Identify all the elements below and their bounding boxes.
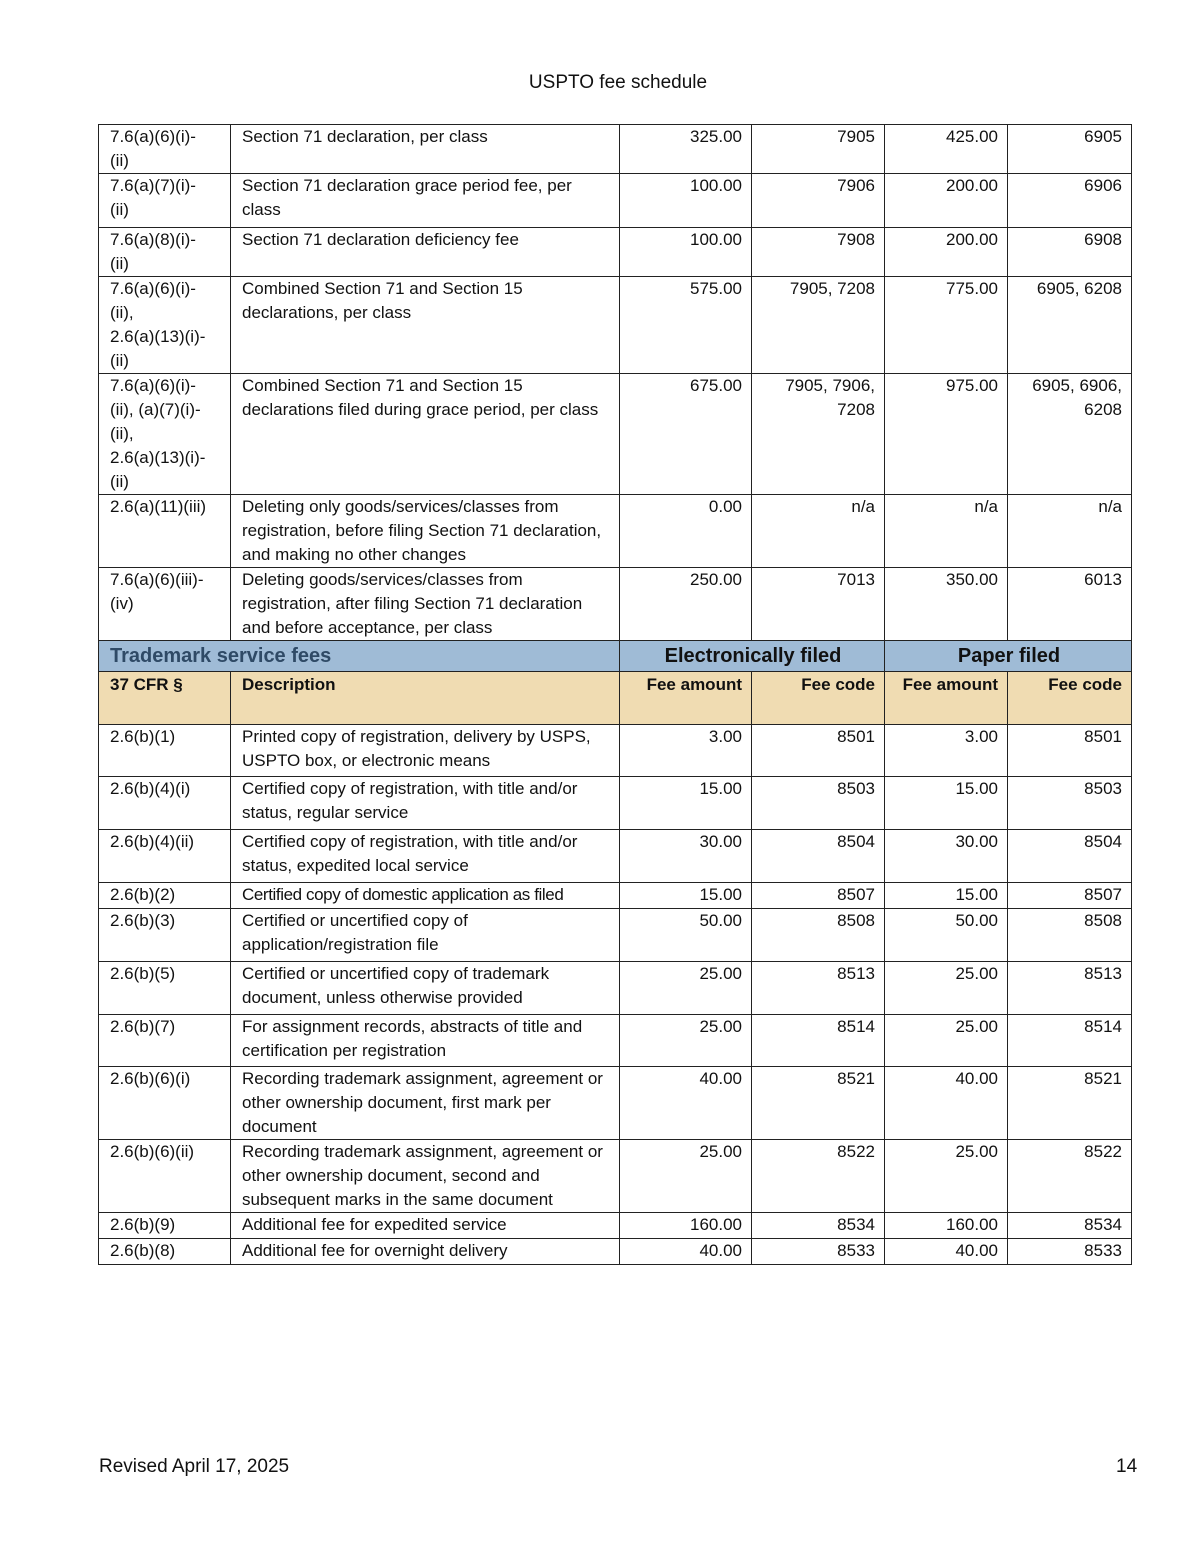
paper-fee-code: 6905, 6208 [1008,277,1132,374]
electronic-fee-code: 7906 [752,174,885,228]
electronic-fee-code: 7905 [752,125,885,174]
electronic-fee-code: 8513 [752,962,885,1015]
paper-fee-amount: 40.00 [885,1239,1008,1265]
paper-fee-amount: 25.00 [885,1015,1008,1067]
table-row [99,174,1132,228]
table-row [99,1015,1132,1067]
paper-fee-code: 8533 [1008,1239,1132,1265]
table-row [99,1067,1132,1140]
table-row [99,725,1132,777]
electronic-fee-code: 8534 [752,1213,885,1239]
column-header-paper-fee-amount: Fee amount [885,672,1008,725]
fee-table [98,124,1132,1265]
description-cell: Recording trademark assignment, agreement or other ownership document, first mark per document [231,1067,620,1140]
paper-fee-amount: 25.00 [885,1140,1008,1213]
electronic-fee-amount: 25.00 [620,962,752,1015]
electronic-fee-amount: 675.00 [620,374,752,495]
cfr-cell: 2.6(b)(5) [99,962,231,1015]
electronic-fee-code: 8504 [752,830,885,883]
cfr-cell: 2.6(b)(8) [99,1239,231,1265]
electronic-fee-code: 7013 [752,568,885,641]
paper-fee-code: 6905 [1008,125,1132,174]
paper-fee-amount: 350.00 [885,568,1008,641]
description-cell: Certified copy of registration, with title and/or status, expedited local service [231,830,620,883]
description-cell: Certified copy of domestic application as filed [231,883,620,909]
table-row [99,777,1132,830]
cfr-cell: 2.6(b)(2) [99,883,231,909]
description-cell: Section 71 declaration, per class [231,125,620,174]
column-header-description: Description [231,672,620,725]
electronic-fee-amount: 100.00 [620,228,752,277]
paper-group-header: Paper filed [885,641,1132,672]
paper-fee-code: 6013 [1008,568,1132,641]
paper-fee-code: 6906 [1008,174,1132,228]
cfr-cell: 2.6(b)(6)(ii) [99,1140,231,1213]
description-cell: For assignment records, abstracts of title and certification per registration [231,1015,620,1067]
electronic-fee-code: 8522 [752,1140,885,1213]
electronic-fee-code: 7908 [752,228,885,277]
paper-fee-code: 8513 [1008,962,1132,1015]
electronic-fee-amount: 100.00 [620,174,752,228]
electronic-fee-code: 8501 [752,725,885,777]
description-cell: Certified or uncertified copy of application/registration file [231,909,620,962]
table-row [99,125,1132,174]
paper-fee-code: 8504 [1008,830,1132,883]
cfr-cell: 2.6(b)(4)(ii) [99,830,231,883]
description-cell: Additional fee for overnight delivery [231,1239,620,1265]
section-header-row [99,641,1132,672]
electronic-fee-amount: 15.00 [620,777,752,830]
electronic-group-header: Electronically filed [620,641,885,672]
table-row [99,495,1132,568]
electronic-fee-code: 8508 [752,909,885,962]
paper-fee-code: 8501 [1008,725,1132,777]
paper-fee-code: 8503 [1008,777,1132,830]
description-cell: Certified or uncertified copy of trademark document, unless otherwise provided [231,962,620,1015]
table-row [99,883,1132,909]
description-cell: Printed copy of registration, delivery by USPS, USPTO box, or electronic means [231,725,620,777]
electronic-fee-amount: 160.00 [620,1213,752,1239]
electronic-fee-code: 8521 [752,1067,885,1140]
page-header: USPTO fee schedule [528,72,708,93]
table-row [99,374,1132,495]
electronic-fee-amount: 250.00 [620,568,752,641]
paper-fee-code: 6908 [1008,228,1132,277]
description-cell: Combined Section 71 and Section 15 declarations, per class [231,277,620,374]
description-cell: Section 71 declaration grace period fee, per class [231,174,620,228]
electronic-fee-code: 8503 [752,777,885,830]
cfr-cell: 2.6(b)(6)(i) [99,1067,231,1140]
electronic-fee-amount: 40.00 [620,1067,752,1140]
table-row [99,277,1132,374]
cfr-cell: 2.6(a)(11)(iii) [99,495,231,568]
cfr-cell: 7.6(a)(6)(i)- (ii) [99,125,231,174]
cfr-cell: 7.6(a)(8)(i)- (ii) [99,228,231,277]
cfr-cell: 2.6(b)(4)(i) [99,777,231,830]
paper-fee-amount: 200.00 [885,228,1008,277]
paper-fee-amount: 3.00 [885,725,1008,777]
electronic-fee-code: 8533 [752,1239,885,1265]
paper-fee-code: 8507 [1008,883,1132,909]
column-header-electronic-fee-amount: Fee amount [620,672,752,725]
description-cell: Recording trademark assignment, agreement or other ownership document, second and subsequent marks in the same document [231,1140,620,1213]
electronic-fee-code: 8507 [752,883,885,909]
revised-date: Revised April 17, 2025 [99,1456,290,1477]
cfr-cell: 7.6(a)(6)(i)- (ii), (a)(7)(i)- (ii), 2.6(a)(13)(i)- (ii) [99,374,231,495]
cfr-cell: 2.6(b)(3) [99,909,231,962]
paper-fee-amount: 15.00 [885,777,1008,830]
description-cell: Section 71 declaration deficiency fee [231,228,620,277]
paper-fee-amount: 975.00 [885,374,1008,495]
electronic-fee-amount: 25.00 [620,1140,752,1213]
cfr-cell: 7.6(a)(6)(i)- (ii), 2.6(a)(13)(i)- (ii) [99,277,231,374]
paper-fee-amount: 160.00 [885,1213,1008,1239]
page-number: 14 [1116,1456,1138,1477]
table-row [99,962,1132,1015]
column-header-electronic-fee-code: Fee code [752,672,885,725]
electronic-fee-amount: 50.00 [620,909,752,962]
paper-fee-code: 8508 [1008,909,1132,962]
cfr-cell: 7.6(a)(7)(i)- (ii) [99,174,231,228]
paper-fee-code: 8534 [1008,1213,1132,1239]
cfr-cell: 2.6(b)(7) [99,1015,231,1067]
paper-fee-amount: 30.00 [885,830,1008,883]
paper-fee-amount: 50.00 [885,909,1008,962]
electronic-fee-amount: 575.00 [620,277,752,374]
cfr-cell: 2.6(b)(1) [99,725,231,777]
paper-fee-code: 6905, 6906, 6208 [1008,374,1132,495]
paper-fee-amount: 15.00 [885,883,1008,909]
paper-fee-amount: 775.00 [885,277,1008,374]
electronic-fee-amount: 30.00 [620,830,752,883]
table-row [99,1140,1132,1213]
electronic-fee-code: 7905, 7208 [752,277,885,374]
electronic-fee-code: 8514 [752,1015,885,1067]
electronic-fee-amount: 3.00 [620,725,752,777]
electronic-fee-code: n/a [752,495,885,568]
paper-fee-code: 8514 [1008,1015,1132,1067]
table-row [99,830,1132,883]
table-row [99,909,1132,962]
column-header-row [99,672,1132,725]
description-cell: Additional fee for expedited service [231,1213,620,1239]
section-title: Trademark service fees [99,641,620,672]
description-cell: Deleting goods/services/classes from registration, after filing Section 71 declaration and before acceptance, per class [231,568,620,641]
paper-fee-code: 8522 [1008,1140,1132,1213]
cfr-cell: 7.6(a)(6)(iii)- (iv) [99,568,231,641]
electronic-fee-amount: 325.00 [620,125,752,174]
paper-fee-amount: 425.00 [885,125,1008,174]
paper-fee-code: 8521 [1008,1067,1132,1140]
electronic-fee-amount: 40.00 [620,1239,752,1265]
table-row [99,1213,1132,1239]
electronic-fee-code: 7905, 7906, 7208 [752,374,885,495]
paper-fee-amount: 25.00 [885,962,1008,1015]
table-row [99,228,1132,277]
description-cell: Combined Section 71 and Section 15 declarations filed during grace period, per class [231,374,620,495]
paper-fee-code: n/a [1008,495,1132,568]
description-cell: Deleting only goods/services/classes from registration, before filing Section 71 declaration, and making no other changes [231,495,620,568]
column-header-cfr: 37 CFR § [99,672,231,725]
column-header-paper-fee-code: Fee code [1008,672,1132,725]
paper-fee-amount: 40.00 [885,1067,1008,1140]
paper-fee-amount: n/a [885,495,1008,568]
table-row [99,568,1132,641]
electronic-fee-amount: 15.00 [620,883,752,909]
electronic-fee-amount: 0.00 [620,495,752,568]
cfr-cell: 2.6(b)(9) [99,1213,231,1239]
electronic-fee-amount: 25.00 [620,1015,752,1067]
paper-fee-amount: 200.00 [885,174,1008,228]
description-cell: Certified copy of registration, with title and/or status, regular service [231,777,620,830]
table-row [99,1239,1132,1265]
